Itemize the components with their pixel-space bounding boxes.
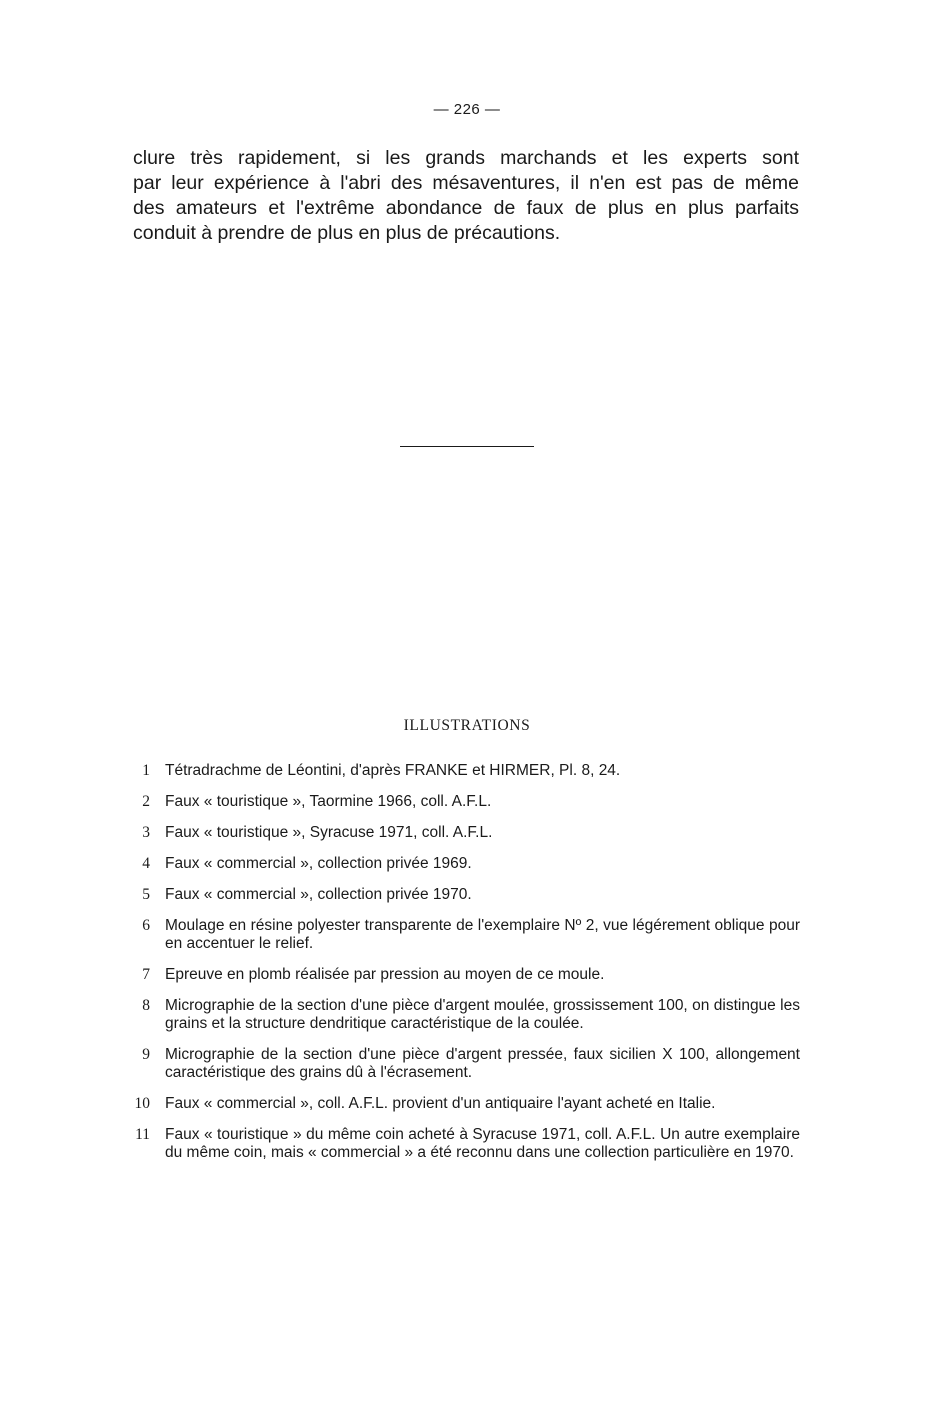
item-caption: Faux « touristique », Taormine 1966, coll. A.F.L. [165,793,492,810]
illustrations-heading: ILLUSTRATIONS [403,717,531,734]
body-line: par leur expérience à l'abri des mésaventures, il n'en est pas de même [133,172,799,194]
item-caption: Faux « touristique » du même coin acheté à Syracuse 1971, coll. A.F.L. Un autre exemplaire du même coin, mais « commercial » a été reconnu dans une collection particulière en 1970. [165,1126,800,1161]
item-number: 3 [142,824,150,841]
body-line: clure très rapidement, si les grands marchands et les experts sont [133,147,799,169]
item-number: 8 [142,997,150,1014]
list-item [128,966,800,984]
list-item [128,886,800,904]
item-caption: Moulage en résine polyester transparente de l'exemplaire Nº 2, vue légérement oblique pour en accentuer le relief. [165,917,800,952]
list-item [128,855,800,873]
list-item [128,917,800,953]
item-caption: Faux « touristique », Syracuse 1971, coll. A.F.L. [165,824,493,841]
item-caption: Faux « commercial », collection privée 1969. [165,855,472,872]
item-number: 1 [142,762,150,779]
illustrations-list [128,762,800,1175]
item-number: 11 [135,1126,150,1143]
item-number: 6 [142,917,150,934]
item-caption: Tétradrachme de Léontini, d'après FRANKE et HIRMER, Pl. 8, 24. [165,762,621,779]
list-item [128,1095,800,1113]
item-number: 2 [142,793,150,810]
list-item [128,762,800,780]
page-number: — 226 — [433,101,501,118]
list-item [128,793,800,811]
item-caption: Micrographie de la section d'une pièce d'argent moulée, grossissement 100, on distingue les grains et la structure dendritique caractéristique de la coulée. [165,997,800,1032]
item-caption: Faux « commercial », collection privée 1970. [165,886,472,903]
list-item [128,997,800,1033]
item-caption: Micrographie de la section d'une pièce d'argent pressée, faux sicilien X 100, allongement caractéristique des grains dû à l'écrasement. [165,1046,800,1081]
list-item [128,1126,800,1162]
list-item [128,824,800,842]
body-line: conduit à prendre de plus en plus de précautions. [133,222,561,244]
section-separator [400,446,534,447]
list-item [128,1046,800,1082]
item-number: 9 [142,1046,150,1063]
item-number: 4 [142,855,150,872]
item-number: 5 [142,886,150,903]
item-number: 7 [142,966,150,983]
body-paragraph [133,146,799,246]
body-line: des amateurs et l'extrême abondance de faux de plus en plus parfaits [133,197,799,219]
item-caption: Epreuve en plomb réalisée par pression au moyen de ce moule. [165,966,605,983]
item-caption: Faux « commercial », coll. A.F.L. provient d'un antiquaire l'ayant acheté en Italie. [165,1095,716,1112]
item-number: 10 [134,1095,150,1112]
